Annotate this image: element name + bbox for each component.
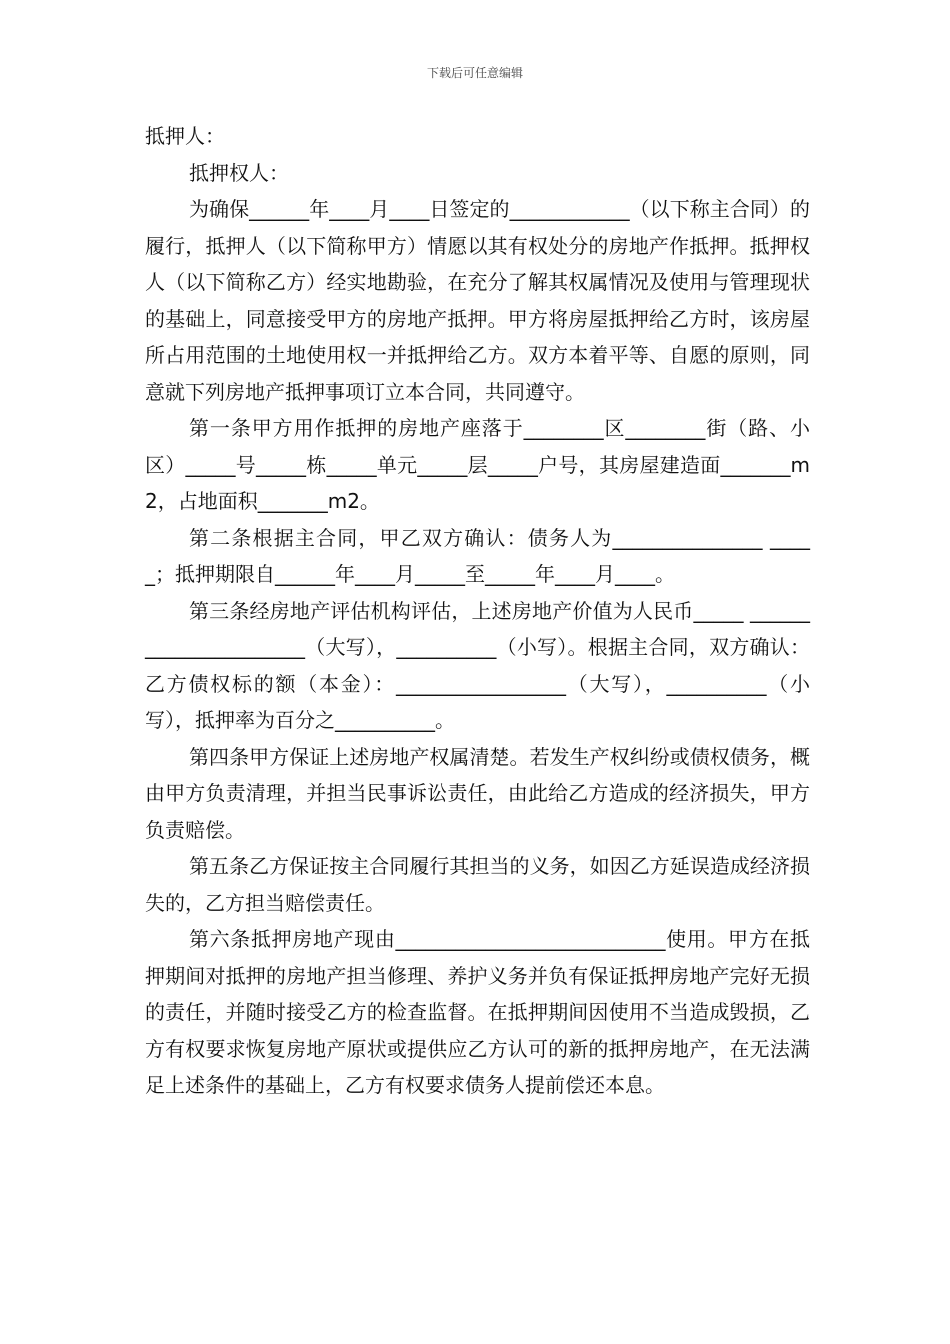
article-1-paragraph: 第一条甲方用作抵押的房地产座落于________区________街（路、小区）_____号_____栋_____单元_____层_____户号，其房屋建造面_______m2，占地面积_______m2。 — [145, 416, 810, 513]
document-body — [145, 118, 810, 1104]
mortgagor-line: 抵押人： — [145, 124, 225, 148]
article-4-paragraph: 第四条甲方保证上述房地产权属清楚。若发生产权纠纷或债权债务，概由甲方负责清理，并担当民事诉讼责任，由此给乙方造成的经济损失，甲方负责赔偿。 — [145, 744, 810, 842]
preamble-paragraph: 为确保______年____月____日签定的____________（以下称主合同）的履行，抵押人（以下简称甲方）情愿以其有权处分的房地产作抵押。抵押权人（以下简称乙方）经实地勘验，在充分了解其权属情况及使用与管理现状的基础上，同意接受甲方的房地产抵押。甲方将房屋抵押给乙方时，该房屋所占用范围的土地使用权一并抵押给乙方。双方本着平等、自愿的原则，同意就下列房地产抵押事项订立本合同，共同遵守。 — [145, 197, 810, 404]
page-header: 下载后可任意编辑 — [426, 66, 523, 80]
article-5-paragraph: 第五条乙方保证按主合同履行其担当的义务，如因乙方延误造成经济损失的，乙方担当赔偿责任。 — [145, 854, 810, 915]
mortgagee-line: 抵押权人： — [189, 160, 289, 185]
article-3-paragraph: 第三条经房地产评估机构评估，上述房地产价值为人民币_____ ______________________（大写），__________（小写）。根据主合同，双方确认：乙方债权标的额（本金）：_________________（大写），__________（小写），抵押率为百分之__________。 — [145, 598, 810, 732]
article-2-paragraph: 第二条根据主合同，甲乙双方确认：债务人为_______________ _____；抵押期限自______年____月_____至_____年____月____。 — [145, 525, 810, 586]
article-6-paragraph: 第六条抵押房地产现由___________________________使用。甲方在抵押期间对抵押的房地产担当修理、养护义务并负有保证抵押房地产完好无损的责任，并随时接受乙方的检查监督。在抵押期间因使用不当造成毁损，乙方有权要求恢复房地产原状或提供应乙方认可的新的抵押房地产，在无法满足上述条件的基础上，乙方有权要求债务人提前偿还本息。 — [145, 927, 810, 1097]
